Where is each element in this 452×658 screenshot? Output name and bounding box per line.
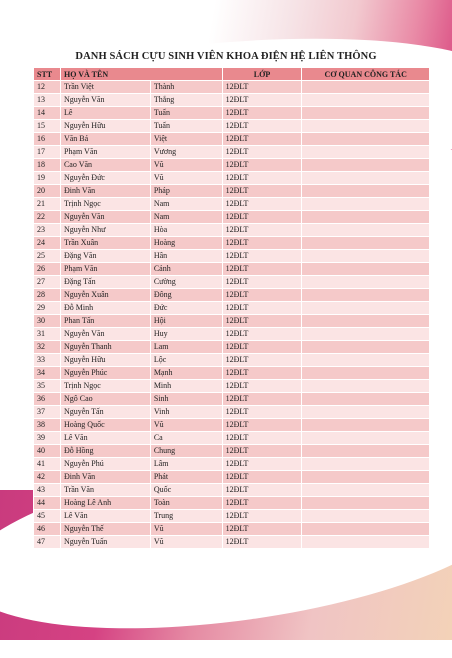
cell-lop: 12ĐLT [222, 159, 302, 172]
cell-ho: Nguyễn Hữu [60, 120, 150, 133]
cell-ho: Hoàng Quốc [60, 419, 150, 432]
cell-stt: 38 [34, 419, 61, 432]
cell-lop: 12ĐLT [222, 458, 302, 471]
cell-co-quan [302, 419, 430, 432]
cell-stt: 46 [34, 523, 61, 536]
cell-ho: Nguyễn Như [60, 224, 150, 237]
cell-lop: 12ĐLT [222, 354, 302, 367]
cell-stt: 40 [34, 445, 61, 458]
cell-stt: 29 [34, 302, 61, 315]
cell-ten: Pháp [150, 185, 222, 198]
cell-ten: Hội [150, 315, 222, 328]
cell-ho: Đặng Tấn [60, 276, 150, 289]
cell-lop: 12ĐLT [222, 393, 302, 406]
cell-co-quan [302, 497, 430, 510]
cell-ten: Cường [150, 276, 222, 289]
cell-ho: Văn Bá [60, 133, 150, 146]
cell-co-quan [302, 94, 430, 107]
table-row [34, 263, 430, 276]
cell-co-quan [302, 536, 430, 549]
alumni-table [33, 67, 430, 549]
cell-stt: 41 [34, 458, 61, 471]
cell-ten: Hoàng [150, 237, 222, 250]
table-row [34, 198, 430, 211]
cell-co-quan [302, 224, 430, 237]
page-title: DANH SÁCH CỰU SINH VIÊN KHOA ĐIỆN HỆ LIÊN THÔNG [75, 51, 377, 62]
table-row [34, 445, 430, 458]
cell-co-quan [302, 172, 430, 185]
cell-stt: 47 [34, 536, 61, 549]
table-row [34, 484, 430, 497]
cell-stt: 19 [34, 172, 61, 185]
cell-stt: 14 [34, 107, 61, 120]
cell-lop: 12ĐLT [222, 484, 302, 497]
cell-stt: 36 [34, 393, 61, 406]
cell-stt: 15 [34, 120, 61, 133]
cell-co-quan [302, 146, 430, 159]
table-header-row [34, 68, 430, 81]
cell-lop: 12ĐLT [222, 419, 302, 432]
cell-co-quan [302, 380, 430, 393]
cell-ten: Tuấn [150, 107, 222, 120]
table-row [34, 341, 430, 354]
cell-ho: Nguyễn Phú [60, 458, 150, 471]
cell-lop: 12ĐLT [222, 250, 302, 263]
cell-ho: Ngô Cao [60, 393, 150, 406]
table-row [34, 328, 430, 341]
table-row [34, 458, 430, 471]
table-row [34, 81, 430, 94]
cell-lop: 12ĐLT [222, 120, 302, 133]
cell-co-quan [302, 120, 430, 133]
cell-lop: 12ĐLT [222, 81, 302, 94]
cell-lop: 12ĐLT [222, 276, 302, 289]
table-row [34, 419, 430, 432]
table-row [34, 224, 430, 237]
cell-co-quan [302, 237, 430, 250]
cell-ho: Nguyễn Hữu [60, 354, 150, 367]
cell-ho: Nguyễn Thanh [60, 341, 150, 354]
cell-ho: Nguyễn Văn [60, 328, 150, 341]
cell-ten: Sinh [150, 393, 222, 406]
cell-ten: Minh [150, 380, 222, 393]
cell-ho: Đinh Văn [60, 471, 150, 484]
cell-stt: 16 [34, 133, 61, 146]
cell-ho: Trần Văn [60, 484, 150, 497]
cell-lop: 12ĐLT [222, 367, 302, 380]
header-lop: LỚP [222, 68, 302, 81]
cell-co-quan [302, 510, 430, 523]
cell-ten: Lâm [150, 458, 222, 471]
table-row [34, 185, 430, 198]
cell-stt: 30 [34, 315, 61, 328]
cell-stt: 18 [34, 159, 61, 172]
cell-ten: Nam [150, 211, 222, 224]
cell-lop: 12ĐLT [222, 510, 302, 523]
cell-stt: 26 [34, 263, 61, 276]
cell-co-quan [302, 250, 430, 263]
cell-co-quan [302, 185, 430, 198]
cell-co-quan [302, 211, 430, 224]
cell-ho: Đỗ Minh [60, 302, 150, 315]
cell-ten: Chung [150, 445, 222, 458]
cell-stt: 22 [34, 211, 61, 224]
cell-lop: 12ĐLT [222, 328, 302, 341]
table-row [34, 146, 430, 159]
cell-co-quan [302, 107, 430, 120]
cell-ten: Cảnh [150, 263, 222, 276]
cell-co-quan [302, 393, 430, 406]
cell-lop: 12ĐLT [222, 471, 302, 484]
table-row [34, 354, 430, 367]
cell-stt: 12 [34, 81, 61, 94]
cell-ho: Nguyễn Văn [60, 94, 150, 107]
cell-co-quan [302, 471, 430, 484]
cell-ho: Phan Tấn [60, 315, 150, 328]
cell-ho: Phạm Văn [60, 146, 150, 159]
cell-ten: Vũ [150, 419, 222, 432]
cell-stt: 34 [34, 367, 61, 380]
table-row [34, 250, 430, 263]
cell-lop: 12ĐLT [222, 224, 302, 237]
table-row [34, 289, 430, 302]
table-row [34, 510, 430, 523]
cell-lop: 12ĐLT [222, 107, 302, 120]
table-row [34, 471, 430, 484]
cell-ten: Phát [150, 471, 222, 484]
cell-ho: Lê Văn [60, 510, 150, 523]
cell-ho: Lê [60, 107, 150, 120]
table-row [34, 302, 430, 315]
cell-lop: 12ĐLT [222, 315, 302, 328]
cell-co-quan [302, 458, 430, 471]
cell-ho: Cao Văn [60, 159, 150, 172]
cell-stt: 37 [34, 406, 61, 419]
table-row [34, 406, 430, 419]
table-body [34, 81, 430, 549]
cell-ten: Đức [150, 302, 222, 315]
table-row [34, 120, 430, 133]
cell-ho: Trần Việt [60, 81, 150, 94]
cell-lop: 12ĐLT [222, 380, 302, 393]
cell-ten: Vinh [150, 406, 222, 419]
cell-ho: Nguyễn Đức [60, 172, 150, 185]
cell-stt: 35 [34, 380, 61, 393]
cell-ten: Việt [150, 133, 222, 146]
cell-ho: Nguyễn Xuân [60, 289, 150, 302]
cell-ten: Vũ [150, 159, 222, 172]
cell-co-quan [302, 445, 430, 458]
cell-stt: 45 [34, 510, 61, 523]
cell-stt: 43 [34, 484, 61, 497]
cell-stt: 44 [34, 497, 61, 510]
cell-lop: 12ĐLT [222, 302, 302, 315]
table-row [34, 237, 430, 250]
cell-ten: Mạnh [150, 367, 222, 380]
cell-ten: Vũ [150, 172, 222, 185]
table-row [34, 107, 430, 120]
cell-stt: 28 [34, 289, 61, 302]
cell-stt: 17 [34, 146, 61, 159]
cell-ten: Thành [150, 81, 222, 94]
cell-ho: Trần Xuân [60, 237, 150, 250]
cell-ten: Toàn [150, 497, 222, 510]
cell-co-quan [302, 484, 430, 497]
cell-lop: 12ĐLT [222, 523, 302, 536]
table-row [34, 94, 430, 107]
cell-ten: Tuấn [150, 120, 222, 133]
table-row [34, 315, 430, 328]
table-row [34, 172, 430, 185]
cell-ten: Ca [150, 432, 222, 445]
cell-lop: 12ĐLT [222, 172, 302, 185]
cell-lop: 12ĐLT [222, 94, 302, 107]
cell-co-quan [302, 81, 430, 94]
cell-ho: Nguyễn Thế [60, 523, 150, 536]
cell-lop: 12ĐLT [222, 445, 302, 458]
cell-co-quan [302, 315, 430, 328]
cell-co-quan [302, 406, 430, 419]
cell-ho: Hoàng Lê Anh [60, 497, 150, 510]
cell-co-quan [302, 198, 430, 211]
table-row [34, 380, 430, 393]
cell-stt: 32 [34, 341, 61, 354]
cell-co-quan [302, 302, 430, 315]
cell-lop: 12ĐLT [222, 263, 302, 276]
cell-co-quan [302, 432, 430, 445]
cell-lop: 12ĐLT [222, 237, 302, 250]
cell-lop: 12ĐLT [222, 406, 302, 419]
cell-ho: Trịnh Ngọc [60, 380, 150, 393]
cell-stt: 42 [34, 471, 61, 484]
table-row [34, 523, 430, 536]
cell-ten: Nam [150, 198, 222, 211]
table-row [34, 497, 430, 510]
cell-stt: 39 [34, 432, 61, 445]
cell-lop: 12ĐLT [222, 341, 302, 354]
header-co-quan: CƠ QUAN CÔNG TÁC [302, 68, 430, 81]
cell-lop: 12ĐLT [222, 133, 302, 146]
table-row [34, 536, 430, 549]
cell-stt: 31 [34, 328, 61, 341]
cell-stt: 13 [34, 94, 61, 107]
cell-ten: Quốc [150, 484, 222, 497]
cell-ten: Vũ [150, 523, 222, 536]
table-row [34, 159, 430, 172]
cell-ho: Đinh Văn [60, 185, 150, 198]
cell-ten: Thắng [150, 94, 222, 107]
cell-ten: Vũ [150, 536, 222, 549]
cell-co-quan [302, 263, 430, 276]
cell-lop: 12ĐLT [222, 432, 302, 445]
cell-ho: Lê Văn [60, 432, 150, 445]
cell-co-quan [302, 276, 430, 289]
cell-ten: Trung [150, 510, 222, 523]
table-row [34, 393, 430, 406]
cell-ho: Đỗ Hồng [60, 445, 150, 458]
table-row [34, 432, 430, 445]
cell-co-quan [302, 289, 430, 302]
cell-stt: 25 [34, 250, 61, 263]
cell-co-quan [302, 159, 430, 172]
cell-stt: 24 [34, 237, 61, 250]
cell-lop: 12ĐLT [222, 211, 302, 224]
cell-ho: Phạm Văn [60, 263, 150, 276]
cell-lop: 12ĐLT [222, 497, 302, 510]
cell-stt: 33 [34, 354, 61, 367]
cell-ho: Nguyễn Phúc [60, 367, 150, 380]
cell-co-quan [302, 367, 430, 380]
cell-ho: Nguyễn Văn [60, 211, 150, 224]
cell-co-quan [302, 354, 430, 367]
cell-ten: Lộc [150, 354, 222, 367]
cell-ten: Đông [150, 289, 222, 302]
cell-ten: Vương [150, 146, 222, 159]
cell-ten: Huy [150, 328, 222, 341]
header-stt: STT [34, 68, 61, 81]
header-ho-va-ten: HỌ VÀ TÊN [60, 68, 222, 81]
cell-co-quan [302, 341, 430, 354]
cell-ho: Trịnh Ngọc [60, 198, 150, 211]
cell-co-quan [302, 328, 430, 341]
table-row [34, 276, 430, 289]
table-row [34, 367, 430, 380]
cell-co-quan [302, 133, 430, 146]
cell-lop: 12ĐLT [222, 146, 302, 159]
cell-lop: 12ĐLT [222, 536, 302, 549]
table-row [34, 211, 430, 224]
cell-ho: Nguyễn Tuấn [60, 536, 150, 549]
cell-ten: Lam [150, 341, 222, 354]
cell-ho: Đặng Văn [60, 250, 150, 263]
cell-lop: 12ĐLT [222, 289, 302, 302]
cell-stt: 23 [34, 224, 61, 237]
cell-co-quan [302, 523, 430, 536]
table-row [34, 133, 430, 146]
cell-stt: 27 [34, 276, 61, 289]
cell-ten: Hòa [150, 224, 222, 237]
cell-stt: 20 [34, 185, 61, 198]
cell-ten: Hân [150, 250, 222, 263]
cell-ho: Nguyễn Tấn [60, 406, 150, 419]
cell-lop: 12ĐLT [222, 198, 302, 211]
cell-stt: 21 [34, 198, 61, 211]
cell-lop: 12ĐLT [222, 185, 302, 198]
